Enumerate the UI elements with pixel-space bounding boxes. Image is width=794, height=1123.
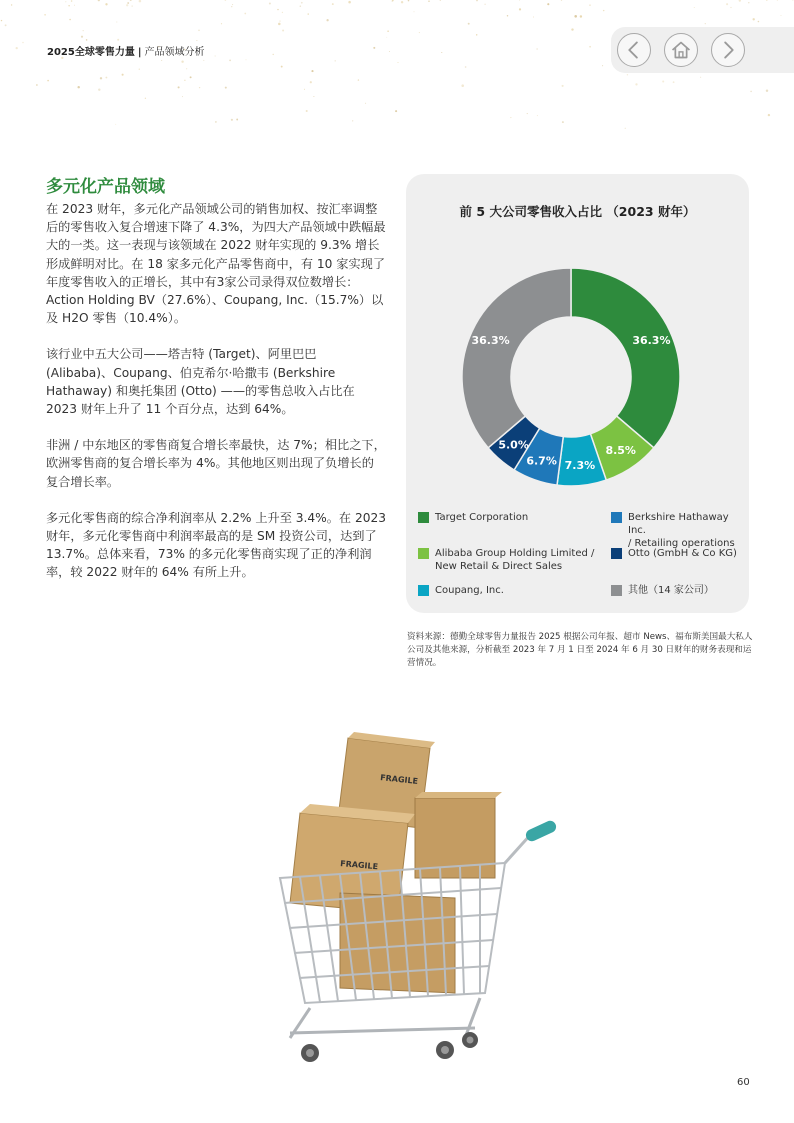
sparkle-dot — [196, 40, 197, 41]
sparkle-dot — [98, 88, 100, 90]
sparkle-dot — [527, 113, 528, 114]
sparkle-dot — [122, 74, 124, 76]
paragraph-3: 非洲 / 中东地区的零售商复合增长率最快，达 7%；相比之下，欧洲零售商的复合增长率为 4%。其他地区则出现了负增长的复合增长率。 — [46, 438, 386, 489]
sparkle-dot — [126, 4, 128, 6]
sparkle-dot — [221, 23, 222, 24]
sparkle-dot — [68, 5, 69, 6]
sparkle-dot — [81, 36, 83, 38]
sparkle-dot — [71, 0, 73, 2]
sparkle-dot — [766, 0, 768, 1]
source-note: 资料来源：德勤全球零售力量报告 2025 根据公司年报、超市 News、福布斯美国最大私人公司及其他来源，分析截至 2023 年 7 月 1 日至 2024 年 6 月 30 日财年的财务表现和运营情况。 — [407, 632, 753, 668]
sparkle-dot — [419, 32, 420, 33]
sparkle-dot — [753, 18, 755, 20]
sparkle-dot — [231, 119, 233, 121]
sparkle-dot — [562, 121, 564, 123]
cardboard-boxes — [290, 732, 502, 993]
sparkle-dot — [145, 98, 146, 99]
sparkle-dot — [190, 76, 192, 78]
sparkle-dot — [215, 56, 216, 57]
sparkle-dot — [16, 47, 18, 49]
sparkle-dot — [662, 80, 664, 82]
sparkle-dot — [74, 5, 75, 6]
sparkle-dot — [519, 8, 521, 10]
sparkle-dot — [635, 83, 637, 85]
sparkle-dot — [300, 5, 301, 6]
legend-swatch — [611, 548, 622, 559]
sparkle-dot — [279, 21, 280, 22]
sparkle-dot — [547, 3, 549, 5]
sparkle-dot — [625, 128, 626, 129]
sparkle-dot — [304, 89, 305, 90]
sparkle-dot — [705, 23, 706, 24]
sparkle-dot — [387, 30, 389, 32]
sparkle-dot — [215, 121, 217, 123]
sparkle-dot — [519, 0, 520, 1]
sparkle-dot — [627, 74, 628, 75]
chart-title: 前 5 大公司零售收入占比 （2023 财年） — [459, 204, 696, 219]
sparkle-dot — [792, 0, 793, 1]
sparkle-dot — [373, 47, 375, 49]
legend-label: Berkshire Hathaway Inc. / Retailing operations — [628, 512, 735, 549]
sparkle-dot — [562, 85, 564, 87]
slice-value-label: 36.3% — [632, 334, 671, 347]
sparkle-dot — [510, 117, 511, 118]
sparkle-dot — [115, 124, 116, 125]
chevron-right-icon — [712, 34, 744, 66]
sparkle-dot — [332, 3, 334, 5]
legend-label: Coupang, Inc. — [435, 585, 504, 596]
sparkle-dot — [408, 0, 410, 1]
sparkle-dot — [130, 0, 132, 1]
sparkle-dot — [533, 16, 534, 17]
sparkle-dot — [105, 77, 107, 79]
legend-label: Alibaba Group Holding Limited / New Retail & Direct Sales — [435, 548, 595, 572]
sparkle-dot — [766, 89, 768, 91]
slice-value-label: 8.5% — [605, 444, 636, 458]
report-title: 2025全球零售力量 — [47, 47, 135, 58]
sparkle-dot — [181, 61, 183, 63]
sparkle-dot — [537, 115, 538, 116]
sparkle-dot — [781, 15, 782, 16]
sparkle-dot — [308, 13, 309, 14]
slice-value-label: 36.3% — [471, 334, 510, 347]
sparkle-dot — [100, 77, 102, 79]
sparkle-dot — [272, 54, 273, 55]
sparkle-dot — [311, 70, 313, 72]
sparkle-dot — [184, 80, 185, 81]
sparkle-dot — [244, 13, 246, 15]
slice-value-label: 6.7% — [526, 454, 557, 468]
sparkle-dot — [603, 10, 604, 11]
fragile-label: FRAGILE — [379, 773, 419, 786]
sparkle-dot — [83, 30, 84, 31]
legend-swatch — [418, 548, 429, 559]
sparkle-dot — [694, 7, 695, 8]
sparkle-dot — [700, 77, 701, 78]
sparkle-dot — [1, 20, 2, 21]
sparkle-dot — [326, 19, 328, 21]
sparkle-dot — [571, 28, 573, 30]
sparkle-dot — [182, 96, 183, 97]
sparkle-dot — [468, 23, 470, 25]
chart-card — [406, 174, 749, 613]
page-number: 60 — [737, 1077, 750, 1088]
header-breadcrumb — [47, 43, 205, 58]
sparkle-dot — [161, 60, 162, 61]
shopping-cart-illustration — [270, 728, 570, 1073]
header-separator: | — [137, 47, 142, 58]
sparkle-dot — [306, 110, 308, 112]
sparkle-dot — [282, 12, 283, 13]
sparkle-dot — [574, 15, 577, 18]
sparkle-dot — [386, 37, 387, 38]
prev-page-button[interactable] — [617, 33, 651, 67]
slice-value-label: 7.3% — [564, 459, 596, 473]
legend-swatch — [418, 512, 429, 523]
sparkle-dot — [139, 69, 140, 70]
sparkle-dot — [282, 30, 284, 32]
sparkle-dot — [236, 119, 238, 121]
sparkle-dot — [335, 60, 336, 61]
sparkle-dot — [5, 24, 7, 26]
sparkle-dot — [310, 81, 312, 83]
sparkle-dot — [127, 2, 129, 4]
slice-value-label: 5.0% — [498, 438, 529, 452]
sparkle-dot — [395, 110, 397, 112]
cart-wheels — [301, 1032, 478, 1062]
section-heading: 多元化产品领域 — [46, 177, 165, 197]
sparkle-dot — [365, 103, 366, 104]
sparkle-dot — [246, 59, 247, 60]
sparkle-dot — [11, 4, 12, 5]
legend-label: Target Corporation — [435, 512, 529, 523]
fragile-label: FRAGILE — [339, 859, 379, 872]
legend-label: 其他（14 家公司） — [628, 585, 714, 596]
sparkle-dot — [476, 34, 477, 35]
sparkle-dot — [86, 39, 88, 41]
sparkle-dot — [739, 0, 741, 2]
sparkle-dot — [389, 51, 390, 52]
sparkle-dot — [269, 2, 271, 4]
sparkle-dot — [348, 1, 351, 4]
sparkle-dot — [44, 14, 46, 16]
paragraph-1: 在 2023 财年，多元化产品领域公司的销售加权、按汇率调整后的零售收入复合增速下降了 4.3%，为四大产品领域中跌幅最大的一类。这一表现与该领域在 2022 财年实现的 9.3% 增长形成鲜明对比。在 18 家多元化产品零售商中，有 10 家实现了年度零售收入的正增长，其中有3家公司录得双位数增长：Action Holding BV（27.6%）、Coupang, Inc.（15.7%）以及 H2O 零售（10.4%）。 — [46, 202, 386, 326]
paragraph-4: 多元化零售商的综合净利润率从 2.2% 上升至 3.4%。在 2023 财年，多元化零售商中利润率最高的是 SM 投资公司，达到了 13.7%。总体来看，73% 的多元化零售商实现了正的净利润率，较 2022 财年的 64% 有所上升。 — [46, 510, 386, 580]
sparkle-dot — [748, 2, 749, 3]
sparkle-dot — [139, 0, 142, 2]
sparkle-dot — [77, 86, 79, 88]
sparkle-dot — [589, 4, 590, 5]
sparkle-dot — [105, 3, 107, 5]
sparkle-dot — [726, 3, 728, 5]
sparkle-dot — [476, 0, 478, 1]
sparkle-dot — [768, 114, 770, 116]
sparkle-dot — [673, 81, 675, 83]
sparkle-dot — [132, 6, 133, 7]
sparkle-dot — [186, 68, 187, 69]
paragraph-2: 该行业中五大公司——塔吉特 (Target)、阿里巴巴 (Alibaba)、Coupang、伯克希尔·哈撒韦 (Berkshire Hathaway) 和奥托集团 (Otto) ——的零售总收入占比在 2023 财年上升了 11 个百分点，达到 64%。 — [46, 347, 355, 417]
legend-swatch — [611, 512, 622, 523]
sparkle-dot — [397, 62, 398, 63]
sparkle-dot — [313, 96, 314, 97]
sparkle-dot — [301, 2, 303, 4]
sparkle-dot — [414, 11, 415, 12]
sparkle-dot — [22, 42, 24, 44]
sparkle-dot — [428, 0, 430, 2]
cart-frame — [290, 998, 480, 1038]
legend-swatch — [611, 585, 622, 596]
sparkle-dot — [232, 4, 233, 5]
sparkle-dot — [47, 80, 49, 82]
section-label: 产品领域分析 — [144, 47, 205, 58]
sparkle-dot — [278, 23, 281, 26]
legend-label: Otto (GmbH & Co KG) — [628, 548, 737, 559]
sparkle-dot — [750, 91, 752, 93]
sparkle-dot — [461, 84, 464, 87]
sparkle-dot — [98, 0, 100, 1]
sparkle-dot — [69, 19, 71, 21]
sparkle-dot — [198, 29, 200, 31]
donut-slice — [571, 268, 680, 448]
sparkle-dot — [116, 22, 117, 23]
sparkle-dot — [440, 0, 441, 1]
sparkle-dot — [65, 1, 66, 2]
sparkle-dot — [507, 15, 508, 16]
sparkle-dot — [36, 84, 38, 86]
sparkle-dot — [441, 52, 442, 53]
cart-handle — [505, 819, 558, 863]
sparkle-dot — [225, 87, 227, 89]
body-text — [46, 200, 386, 600]
sparkle-dot — [561, 0, 562, 1]
sparkle-dot — [536, 48, 537, 49]
home-button[interactable] — [664, 33, 698, 67]
sparkle-dot — [352, 120, 353, 121]
sparkle-dot — [580, 15, 582, 17]
sparkle-dot — [465, 66, 467, 68]
sparkle-dot — [229, 60, 231, 62]
sparkle-dot — [225, 0, 227, 1]
sparkle-dot — [358, 79, 359, 80]
sparkle-dot — [231, 6, 232, 7]
sparkle-dot — [758, 21, 760, 23]
sparkle-dot — [281, 66, 283, 68]
sparkle-dot — [117, 39, 119, 41]
sparkle-dot — [178, 86, 180, 88]
sparkle-dot — [484, 4, 485, 5]
chevron-left-icon — [618, 34, 650, 66]
donut-slice — [462, 268, 571, 448]
donut-chart — [406, 174, 749, 504]
sparkle-dot — [602, 65, 603, 66]
next-page-button[interactable] — [711, 33, 745, 67]
sparkle-dot — [401, 1, 403, 3]
legend-swatch — [418, 585, 429, 596]
home-icon — [665, 34, 697, 66]
sparkle-dot — [277, 9, 278, 10]
sparkle-dot — [730, 7, 731, 8]
sparkle-dot — [203, 60, 204, 61]
sparkle-dot — [589, 46, 591, 48]
sparkle-dot — [199, 87, 200, 88]
